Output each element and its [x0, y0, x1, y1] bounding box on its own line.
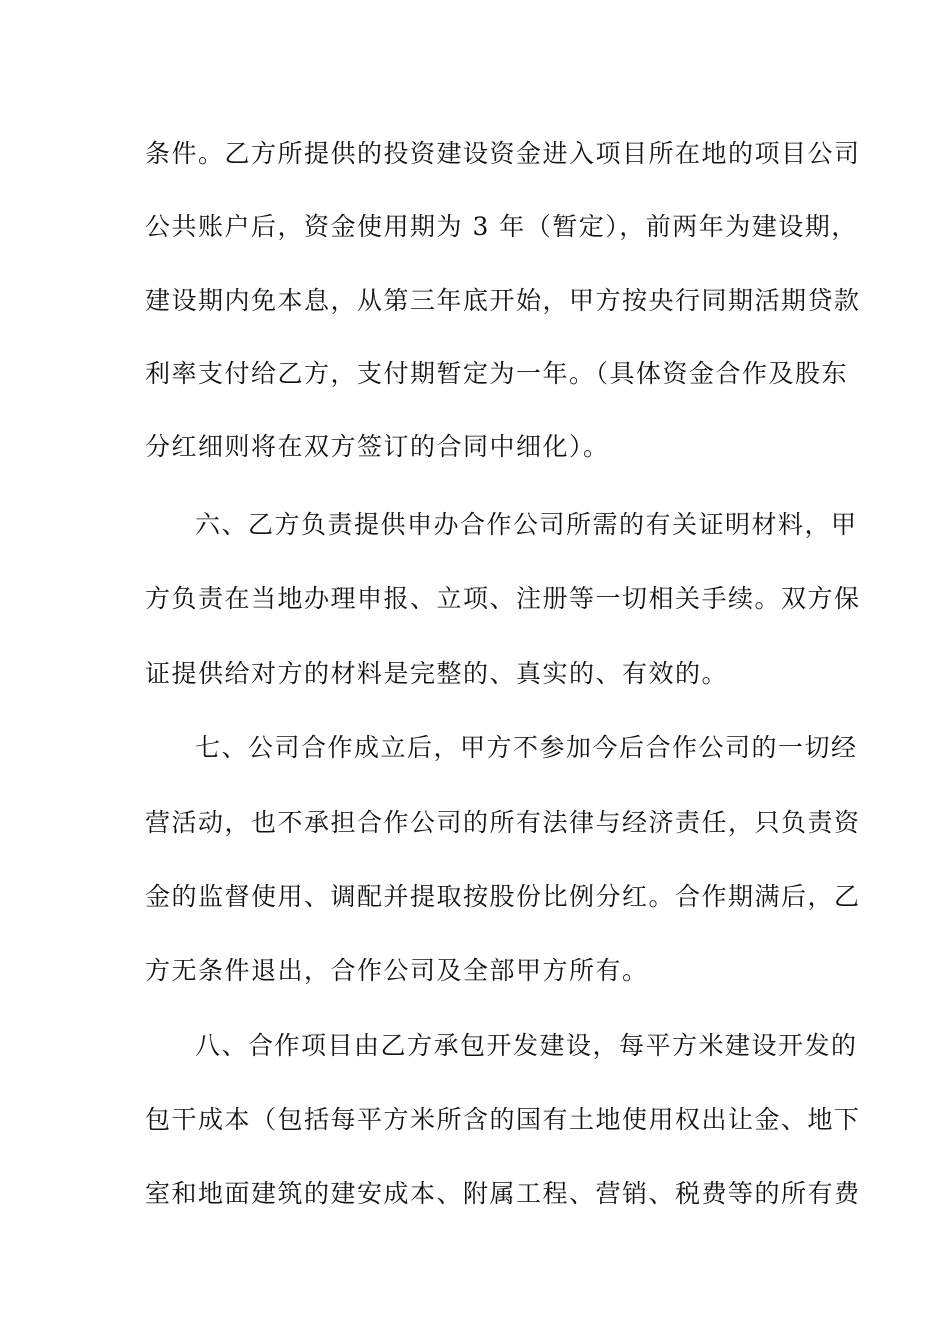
text-line: 公共账户后，资金使用期为 3 年（暂定），前两年为建设期，: [145, 212, 858, 241]
text-line: 包干成本（包括每平方米所含的国有土地使用权出让金、地下: [145, 1105, 861, 1134]
text-line: 条件。乙方所提供的投资建设资金进入项目所在地的项目公司: [145, 139, 861, 168]
paragraph-8-first-line: 八、合作项目由乙方承包开发建设，每平方米建设开发的: [195, 1031, 858, 1060]
text-line: 方负责在当地办理申报、立项、注册等一切相关手续。双方保: [145, 584, 861, 613]
text-line: 证提供给对方的材料是完整的、真实的、有效的。: [145, 659, 729, 688]
text-line: 金的监督使用、调配并提取按股份比例分红。合作期满后，乙: [145, 882, 861, 911]
text-line: 营活动，也不承担合作公司的所有法律与经济责任，只负责资: [145, 808, 861, 837]
text-line: 室和地面建筑的建安成本、附属工程、营销、税费等的所有费: [145, 1179, 861, 1208]
text-line: 建设期内免本息，从第三年底开始，甲方按央行同期活期贷款: [145, 286, 861, 315]
paragraph-7-first-line: 七、公司合作成立后，甲方不参加今后合作公司的一切经: [195, 733, 858, 762]
text-line: 利率支付给乙方，支付期暂定为一年。（具体资金合作及股东: [145, 359, 849, 388]
text-line: 分红细则将在双方签订的合同中细化）。: [145, 432, 610, 461]
text-line: 方无条件退出，合作公司及全部甲方所有。: [145, 956, 649, 985]
paragraph-6-first-line: 六、乙方负责提供申办合作公司所需的有关证明材料，甲: [195, 510, 858, 539]
